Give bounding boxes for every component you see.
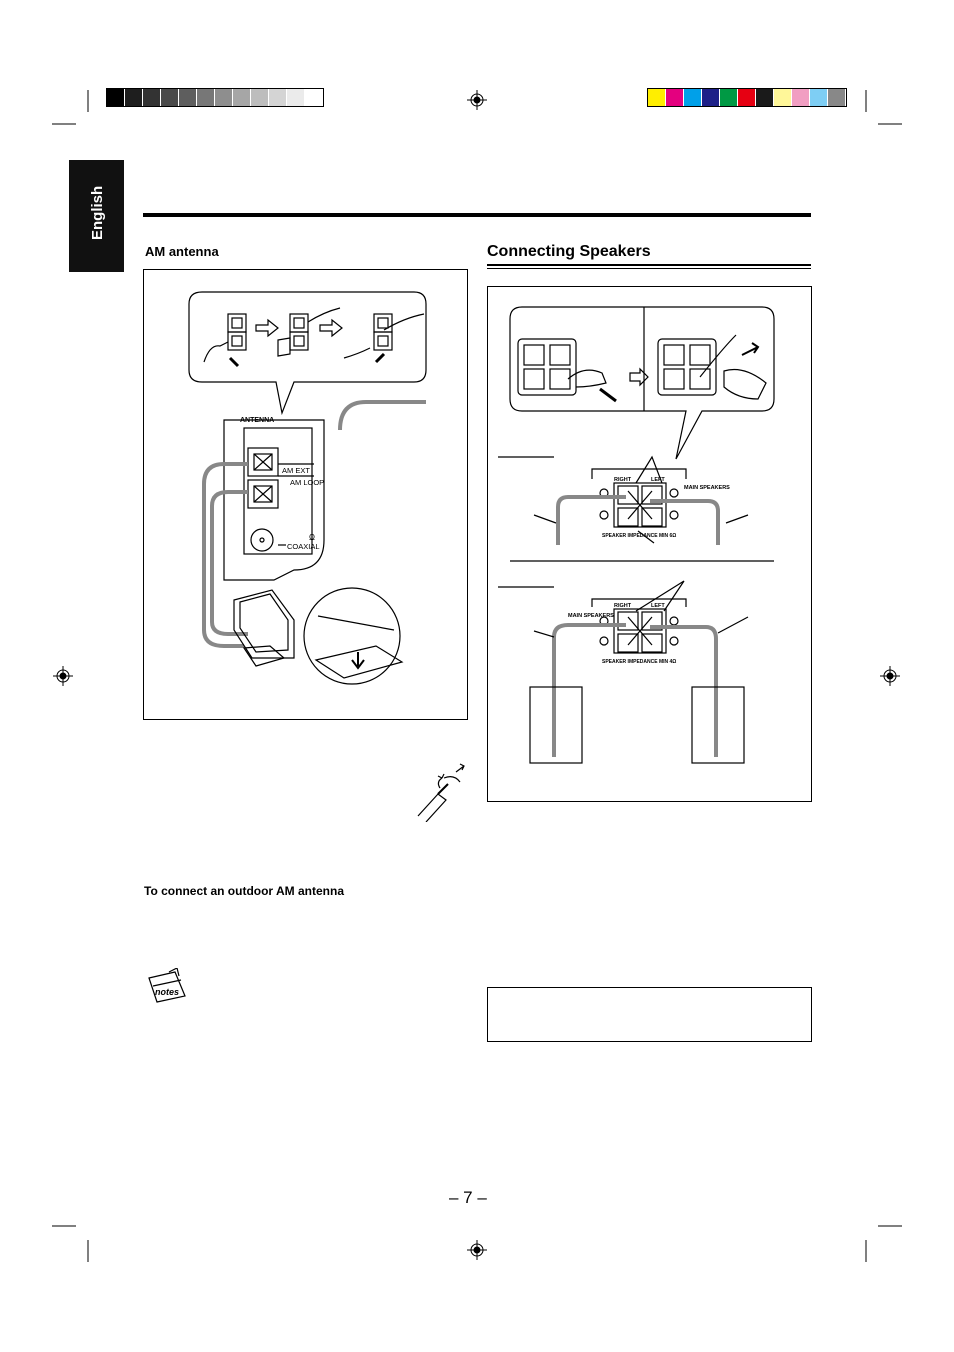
top-rule: [143, 213, 811, 217]
color-calibration-bar: [647, 88, 847, 107]
color-swatch: [828, 89, 846, 106]
am-ext-label: AM EXT: [282, 466, 310, 475]
gray-swatch: [125, 89, 143, 106]
registration-mark-bottom: [467, 1240, 487, 1260]
gray-swatch: [233, 89, 251, 106]
gray-swatch: [305, 89, 323, 106]
terminal-b-main-speakers: MAIN SPEAKERS: [568, 613, 614, 619]
grayscale-calibration-bar: [106, 88, 324, 107]
speakers-heading-rule-thin: [487, 268, 811, 269]
color-swatch: [720, 89, 738, 106]
color-swatch: [684, 89, 702, 106]
gray-swatch: [161, 89, 179, 106]
language-label: English: [89, 185, 106, 240]
speakers-heading-rule: [487, 264, 811, 266]
page-number: – 7 –: [449, 1188, 487, 1207]
speakers-illustration: [488, 287, 810, 800]
gray-swatch: [197, 89, 215, 106]
twist-wire-icon: [412, 760, 470, 822]
coaxial-label: COAXIAL: [287, 542, 320, 551]
color-swatch: [774, 89, 792, 106]
gray-swatch: [143, 89, 161, 106]
gray-swatch: [215, 89, 233, 106]
registration-mark-right: [880, 666, 900, 686]
connecting-speakers-heading: Connecting Speakers: [487, 243, 651, 260]
terminal-b-impedance: SPEAKER IMPEDANCE MIN 4Ω: [602, 659, 677, 665]
am-antenna-figure: [143, 269, 468, 720]
notes-icon-text: notes: [155, 987, 180, 997]
notes-icon: [145, 968, 191, 1004]
color-swatch: [756, 89, 774, 106]
color-swatch: [792, 89, 810, 106]
terminal-a-main-speakers: MAIN SPEAKERS: [684, 485, 730, 491]
gray-swatch: [269, 89, 287, 106]
terminal-a-left: LEFT: [651, 477, 665, 483]
gray-swatch: [179, 89, 197, 106]
terminal-a-right: RIGHT: [614, 477, 632, 483]
terminal-b-left: LEFT: [651, 603, 665, 609]
am-antenna-illustration: [144, 270, 466, 718]
antenna-label: ANTENNA: [240, 417, 275, 424]
registration-mark-top: [467, 90, 487, 110]
gray-swatch: [251, 89, 269, 106]
ohm-symbol: Ω: [309, 533, 315, 542]
am-loop-label: AM LOOP: [290, 478, 325, 487]
color-swatch: [810, 89, 828, 106]
color-swatch: [648, 89, 666, 106]
color-swatch: [738, 89, 756, 106]
gray-swatch: [107, 89, 125, 106]
outdoor-am-antenna-heading: To connect an outdoor AM antenna: [144, 884, 344, 898]
language-tab: [69, 160, 124, 272]
speakers-figure: [487, 286, 812, 802]
terminal-b-right: RIGHT: [614, 603, 632, 609]
terminal-a-impedance: SPEAKER IMPEDANCE MIN 6Ω: [602, 533, 677, 539]
gray-swatch: [287, 89, 305, 106]
registration-mark-left: [53, 666, 73, 686]
color-swatch: [702, 89, 720, 106]
am-antenna-heading: AM antenna: [145, 244, 219, 259]
color-swatch: [666, 89, 684, 106]
note-box: [487, 987, 812, 1042]
